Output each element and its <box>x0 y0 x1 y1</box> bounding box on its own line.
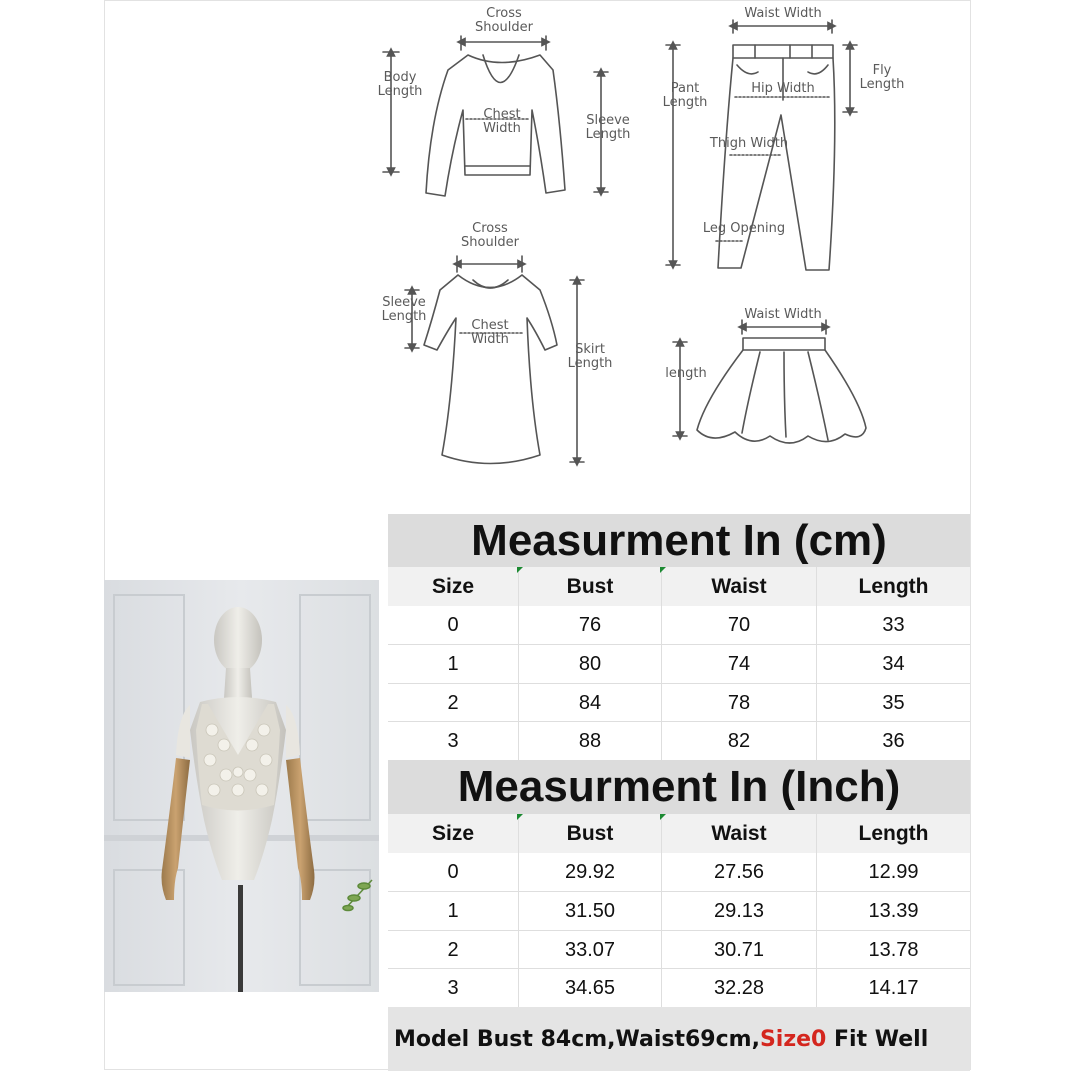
cell-length: 34 <box>817 645 970 683</box>
green-corner-icon <box>517 814 523 820</box>
cell-bust: 29.92 <box>519 853 662 892</box>
measurement-diagrams <box>0 0 1074 510</box>
inch-table-title: Measurment In (Inch) <box>388 760 970 814</box>
header-bust: Bust <box>519 814 662 853</box>
header-length: Length <box>817 567 970 606</box>
shirt-cross-shoulder-label: Cross Shoulder <box>475 6 533 35</box>
skirt-waist-width-label: Waist Width <box>744 307 822 322</box>
cell-bust: 33.07 <box>519 931 662 969</box>
pants-hip-width-label: Hip Width <box>751 81 815 96</box>
pants-icon <box>718 45 835 270</box>
cell-length: 13.78 <box>817 931 970 969</box>
header-waist: Waist <box>662 814 817 853</box>
cell-length: 12.99 <box>817 853 970 892</box>
skirt-length-label: length <box>665 366 707 381</box>
cell-bust: 88 <box>519 722 662 760</box>
cell-waist: 30.71 <box>662 931 817 969</box>
header-size: Size <box>388 814 519 853</box>
cell-length: 14.17 <box>817 969 970 1007</box>
table-row <box>388 931 970 969</box>
cm-header-row <box>388 567 970 606</box>
cell-bust: 84 <box>519 684 662 722</box>
header-size: Size <box>388 567 519 606</box>
cell-waist: 82 <box>662 722 817 760</box>
header-length: Length <box>817 814 970 853</box>
table-row <box>388 969 970 1007</box>
pants-waist-width-label: Waist Width <box>744 6 822 21</box>
shirt-body-length-label: Body Length <box>377 70 423 99</box>
dress-chest-width-label: Chest Width <box>471 318 509 347</box>
cell-bust: 80 <box>519 645 662 683</box>
pants-pant-length-label: Pant Length <box>662 81 708 110</box>
cell-bust: 34.65 <box>519 969 662 1007</box>
pants-fly-length-label: Fly Length <box>859 63 905 92</box>
garment-line-art <box>0 0 1074 510</box>
cell-waist: 78 <box>662 684 817 722</box>
table-row <box>388 853 970 892</box>
model-measurements-text: Model Bust 84cm,Waist69cm, <box>394 1026 760 1052</box>
model-fit-note <box>388 1007 970 1071</box>
cell-size: 2 <box>388 684 519 722</box>
shirt-chest-width-label: Chest Width <box>483 107 521 136</box>
fit-size-highlight: Size0 <box>759 1026 827 1052</box>
table-row <box>388 684 970 722</box>
dress-cross-shoulder-label: Cross Shoulder <box>461 221 519 250</box>
cell-length: 13.39 <box>817 892 970 930</box>
table-row <box>388 892 970 930</box>
table-row <box>388 606 970 645</box>
cell-waist: 29.13 <box>662 892 817 930</box>
cell-size: 1 <box>388 892 519 930</box>
cell-bust: 76 <box>519 606 662 645</box>
cell-bust: 31.50 <box>519 892 662 930</box>
shirt-sleeve-length-label: Sleeve Length <box>585 113 631 142</box>
cell-size: 3 <box>388 969 519 1007</box>
fit-well-text: Fit Well <box>826 1026 929 1052</box>
table-row <box>388 722 970 760</box>
inch-header-row <box>388 814 970 853</box>
cell-waist: 74 <box>662 645 817 683</box>
cell-waist: 70 <box>662 606 817 645</box>
cell-size: 0 <box>388 853 519 892</box>
dress-skirt-length-label: Skirt Length <box>567 342 613 371</box>
mannequin-image <box>104 580 379 992</box>
green-corner-icon <box>660 814 666 820</box>
green-corner-icon <box>660 567 666 573</box>
header-waist: Waist <box>662 567 817 606</box>
cell-length: 33 <box>817 606 970 645</box>
cm-table-title: Measurment In (cm) <box>388 514 970 567</box>
header-bust: Bust <box>519 567 662 606</box>
green-corner-icon <box>517 567 523 573</box>
skirt-icon <box>697 338 866 443</box>
cell-size: 2 <box>388 931 519 969</box>
cell-length: 35 <box>817 684 970 722</box>
cell-waist: 32.28 <box>662 969 817 1007</box>
dress-sleeve-length-label: Sleeve Length <box>381 295 427 324</box>
cell-waist: 27.56 <box>662 853 817 892</box>
pants-thigh-width-label: Thigh Width <box>709 136 789 151</box>
cell-size: 3 <box>388 722 519 760</box>
cell-size: 1 <box>388 645 519 683</box>
cell-length: 36 <box>817 722 970 760</box>
cell-size: 0 <box>388 606 519 645</box>
pants-leg-opening-label: Leg Opening <box>702 221 786 236</box>
product-photo <box>104 580 379 992</box>
table-row <box>388 645 970 683</box>
dress-icon <box>424 275 557 464</box>
